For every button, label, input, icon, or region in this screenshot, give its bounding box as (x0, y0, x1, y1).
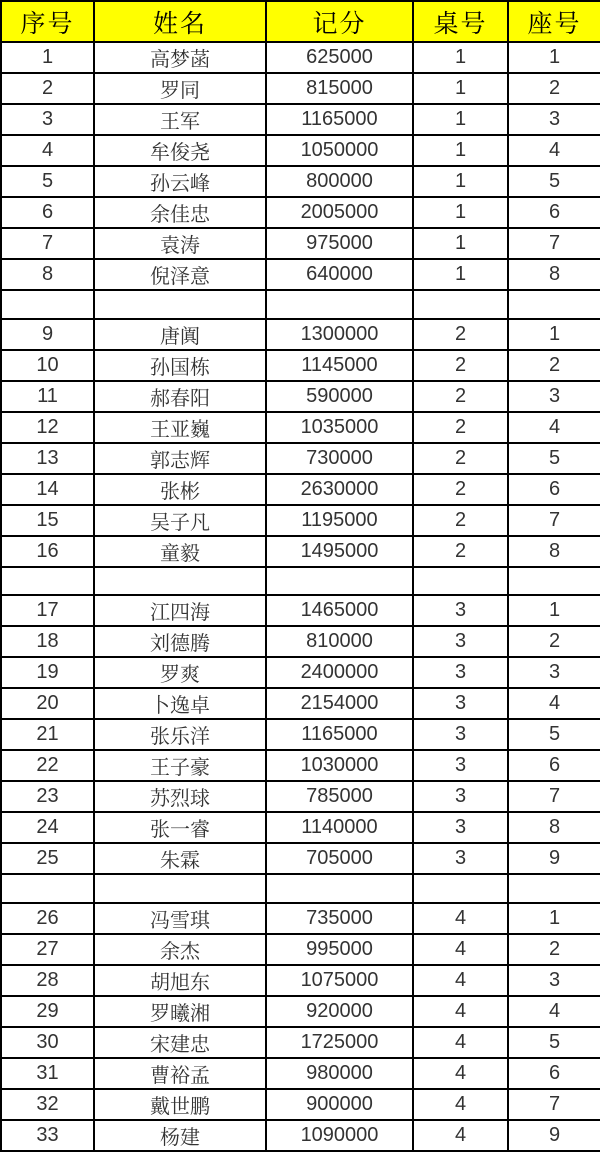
cell-table-no: 3 (413, 719, 508, 750)
table-row (1, 166, 600, 197)
cell-name: 张乐洋 (94, 719, 266, 750)
cell-table-no: 4 (413, 996, 508, 1027)
spacer-row (1, 874, 600, 903)
cell-table-no (413, 567, 508, 596)
cell-table-no: 1 (413, 73, 508, 104)
table-row (1, 412, 600, 443)
header-seat-no: 座号 (508, 1, 600, 42)
cell-score: 1195000 (266, 505, 413, 536)
cell-seat-no: 8 (508, 812, 600, 843)
cell-name: 冯雪琪 (94, 903, 266, 934)
table-row (1, 1058, 600, 1089)
cell-score: 1165000 (266, 719, 413, 750)
cell-seat-no: 4 (508, 412, 600, 443)
table-row (1, 1120, 600, 1151)
table-row (1, 319, 600, 350)
cell-table-no: 1 (413, 228, 508, 259)
cell-table-no: 4 (413, 1058, 508, 1089)
cell-score: 1300000 (266, 319, 413, 350)
cell-seat-no: 1 (508, 595, 600, 626)
cell-score: 1725000 (266, 1027, 413, 1058)
cell-seat-no: 6 (508, 197, 600, 228)
cell-score: 900000 (266, 1089, 413, 1120)
cell-table-no: 1 (413, 166, 508, 197)
cell-score: 1050000 (266, 135, 413, 166)
cell-name: 郭志辉 (94, 443, 266, 474)
table-row (1, 1027, 600, 1058)
cell-score: 730000 (266, 443, 413, 474)
cell-seat-no: 1 (508, 903, 600, 934)
cell-seat-no: 7 (508, 1089, 600, 1120)
table-row (1, 657, 600, 688)
table-row (1, 259, 600, 290)
cell-table-no: 3 (413, 843, 508, 874)
cell-seq: 3 (1, 104, 94, 135)
cell-seat-no: 8 (508, 536, 600, 567)
cell-name: 袁涛 (94, 228, 266, 259)
table-row (1, 996, 600, 1027)
table-row (1, 505, 600, 536)
cell-seat-no: 5 (508, 166, 600, 197)
cell-score: 1075000 (266, 965, 413, 996)
table-row (1, 934, 600, 965)
cell-seq: 28 (1, 965, 94, 996)
cell-table-no: 3 (413, 812, 508, 843)
cell-score: 1465000 (266, 595, 413, 626)
cell-score: 625000 (266, 42, 413, 73)
cell-name: 倪泽意 (94, 259, 266, 290)
cell-name: 罗曦湘 (94, 996, 266, 1027)
cell-name: 卜逸卓 (94, 688, 266, 719)
table-row (1, 197, 600, 228)
table-row (1, 73, 600, 104)
cell-name: 罗同 (94, 73, 266, 104)
cell-seat-no: 5 (508, 443, 600, 474)
cell-score: 1035000 (266, 412, 413, 443)
cell-table-no: 3 (413, 595, 508, 626)
cell-name: 牟俊尧 (94, 135, 266, 166)
table-row (1, 104, 600, 135)
header-name: 姓名 (94, 1, 266, 42)
cell-name: 罗爽 (94, 657, 266, 688)
cell-seat-no: 3 (508, 104, 600, 135)
header-score: 记分 (266, 1, 413, 42)
cell-seat-no (508, 567, 600, 596)
cell-seq: 30 (1, 1027, 94, 1058)
cell-seq: 20 (1, 688, 94, 719)
spacer-row (1, 290, 600, 319)
cell-name: 江四海 (94, 595, 266, 626)
header-row (1, 1, 600, 42)
cell-seat-no: 5 (508, 1027, 600, 1058)
cell-seat-no: 9 (508, 1120, 600, 1151)
cell-seq: 33 (1, 1120, 94, 1151)
cell-seq: 5 (1, 166, 94, 197)
cell-score: 2005000 (266, 197, 413, 228)
cell-name: 吴子凡 (94, 505, 266, 536)
cell-seat-no: 8 (508, 259, 600, 290)
cell-seat-no: 2 (508, 73, 600, 104)
cell-score: 980000 (266, 1058, 413, 1089)
table-body (1, 42, 600, 1151)
cell-seq: 17 (1, 595, 94, 626)
cell-seq: 2 (1, 73, 94, 104)
cell-name: 童毅 (94, 536, 266, 567)
cell-seat-no: 3 (508, 965, 600, 996)
table-row (1, 965, 600, 996)
cell-name: 曹裕孟 (94, 1058, 266, 1089)
table-row (1, 135, 600, 166)
table-row (1, 812, 600, 843)
cell-score (266, 290, 413, 319)
cell-name: 王亚巍 (94, 412, 266, 443)
cell-seq: 16 (1, 536, 94, 567)
table-row (1, 350, 600, 381)
cell-table-no: 4 (413, 1027, 508, 1058)
cell-seq: 13 (1, 443, 94, 474)
cell-score: 1165000 (266, 104, 413, 135)
cell-table-no: 2 (413, 319, 508, 350)
cell-name: 苏烈球 (94, 781, 266, 812)
cell-seat-no: 5 (508, 719, 600, 750)
cell-seq: 22 (1, 750, 94, 781)
table-row (1, 719, 600, 750)
cell-seat-no: 4 (508, 135, 600, 166)
cell-seq: 24 (1, 812, 94, 843)
cell-table-no: 1 (413, 197, 508, 228)
cell-seq: 15 (1, 505, 94, 536)
cell-table-no: 4 (413, 1120, 508, 1151)
cell-seat-no (508, 290, 600, 319)
cell-name: 戴世鹏 (94, 1089, 266, 1120)
cell-score: 1145000 (266, 350, 413, 381)
table-row (1, 843, 600, 874)
cell-seq: 9 (1, 319, 94, 350)
cell-table-no: 3 (413, 781, 508, 812)
cell-seq (1, 874, 94, 903)
cell-table-no (413, 874, 508, 903)
cell-seq: 14 (1, 474, 94, 505)
table-row (1, 688, 600, 719)
cell-seq: 29 (1, 996, 94, 1027)
cell-table-no: 3 (413, 626, 508, 657)
cell-name: 胡旭东 (94, 965, 266, 996)
cell-score: 2154000 (266, 688, 413, 719)
cell-name: 张一睿 (94, 812, 266, 843)
cell-seat-no: 1 (508, 42, 600, 73)
header-seq: 序号 (1, 1, 94, 42)
cell-table-no: 4 (413, 903, 508, 934)
cell-seat-no: 2 (508, 934, 600, 965)
cell-seq: 10 (1, 350, 94, 381)
table-row (1, 443, 600, 474)
table-row (1, 903, 600, 934)
header-table-no: 桌号 (413, 1, 508, 42)
cell-name: 高梦菡 (94, 42, 266, 73)
cell-seat-no: 2 (508, 626, 600, 657)
cell-score: 1030000 (266, 750, 413, 781)
cell-seat-no: 6 (508, 750, 600, 781)
cell-seat-no: 3 (508, 657, 600, 688)
cell-score: 1495000 (266, 536, 413, 567)
cell-score: 1090000 (266, 1120, 413, 1151)
table-row (1, 381, 600, 412)
cell-seq: 6 (1, 197, 94, 228)
cell-table-no: 1 (413, 135, 508, 166)
cell-seq (1, 567, 94, 596)
cell-name: 唐阗 (94, 319, 266, 350)
cell-table-no: 2 (413, 443, 508, 474)
table-row (1, 781, 600, 812)
cell-seat-no: 7 (508, 228, 600, 259)
cell-seq: 18 (1, 626, 94, 657)
cell-score: 810000 (266, 626, 413, 657)
cell-table-no: 3 (413, 657, 508, 688)
table-row (1, 536, 600, 567)
cell-table-no (413, 290, 508, 319)
cell-score: 995000 (266, 934, 413, 965)
cell-seat-no: 9 (508, 843, 600, 874)
cell-score: 785000 (266, 781, 413, 812)
cell-score: 800000 (266, 166, 413, 197)
cell-name: 郝春阳 (94, 381, 266, 412)
cell-table-no: 3 (413, 750, 508, 781)
cell-seq: 27 (1, 934, 94, 965)
cell-seq: 19 (1, 657, 94, 688)
cell-score: 815000 (266, 73, 413, 104)
cell-seq: 4 (1, 135, 94, 166)
cell-seq: 1 (1, 42, 94, 73)
cell-name: 张彬 (94, 474, 266, 505)
cell-table-no: 2 (413, 536, 508, 567)
cell-score (266, 874, 413, 903)
cell-score: 640000 (266, 259, 413, 290)
cell-seq: 21 (1, 719, 94, 750)
cell-table-no: 1 (413, 259, 508, 290)
cell-score: 705000 (266, 843, 413, 874)
table-row (1, 474, 600, 505)
cell-seq: 23 (1, 781, 94, 812)
cell-seq: 31 (1, 1058, 94, 1089)
cell-seat-no: 1 (508, 319, 600, 350)
cell-seat-no: 7 (508, 505, 600, 536)
cell-name: 王军 (94, 104, 266, 135)
cell-seq: 7 (1, 228, 94, 259)
table-row (1, 595, 600, 626)
cell-table-no: 2 (413, 381, 508, 412)
cell-table-no: 4 (413, 934, 508, 965)
cell-table-no: 2 (413, 350, 508, 381)
cell-name: 朱霖 (94, 843, 266, 874)
table-row (1, 42, 600, 73)
cell-name: 孙国栋 (94, 350, 266, 381)
cell-score: 1140000 (266, 812, 413, 843)
cell-name (94, 290, 266, 319)
cell-seat-no: 2 (508, 350, 600, 381)
cell-seq: 8 (1, 259, 94, 290)
cell-table-no: 2 (413, 505, 508, 536)
cell-table-no: 4 (413, 965, 508, 996)
cell-score (266, 567, 413, 596)
cell-seat-no (508, 874, 600, 903)
table-row (1, 228, 600, 259)
cell-name: 孙云峰 (94, 166, 266, 197)
cell-seat-no: 7 (508, 781, 600, 812)
cell-name: 王子豪 (94, 750, 266, 781)
cell-name: 余佳忠 (94, 197, 266, 228)
table-row (1, 626, 600, 657)
cell-table-no: 4 (413, 1089, 508, 1120)
cell-name: 宋建忠 (94, 1027, 266, 1058)
cell-name (94, 567, 266, 596)
cell-name: 刘德腾 (94, 626, 266, 657)
cell-table-no: 3 (413, 688, 508, 719)
cell-score: 590000 (266, 381, 413, 412)
table-row (1, 750, 600, 781)
spacer-row (1, 567, 600, 596)
cell-seat-no: 4 (508, 996, 600, 1027)
cell-seq: 11 (1, 381, 94, 412)
cell-table-no: 1 (413, 42, 508, 73)
cell-score: 735000 (266, 903, 413, 934)
cell-seq: 25 (1, 843, 94, 874)
cell-name: 余杰 (94, 934, 266, 965)
cell-table-no: 2 (413, 412, 508, 443)
cell-score: 2400000 (266, 657, 413, 688)
cell-seq: 32 (1, 1089, 94, 1120)
cell-name (94, 874, 266, 903)
cell-seat-no: 3 (508, 381, 600, 412)
cell-table-no: 1 (413, 104, 508, 135)
table-row (1, 1089, 600, 1120)
cell-score: 975000 (266, 228, 413, 259)
table-header (1, 1, 600, 42)
cell-score: 2630000 (266, 474, 413, 505)
cell-table-no: 2 (413, 474, 508, 505)
cell-seat-no: 4 (508, 688, 600, 719)
cell-seq: 26 (1, 903, 94, 934)
cell-name: 杨建 (94, 1120, 266, 1151)
cell-seat-no: 6 (508, 474, 600, 505)
cell-score: 920000 (266, 996, 413, 1027)
cell-seq (1, 290, 94, 319)
cell-seat-no: 6 (508, 1058, 600, 1089)
cell-seq: 12 (1, 412, 94, 443)
